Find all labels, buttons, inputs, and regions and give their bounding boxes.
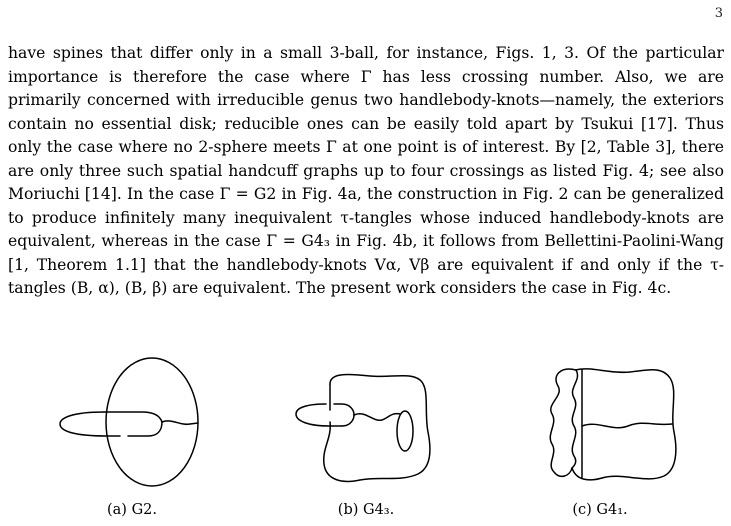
page-number: 3 [714,6,723,21]
body-paragraph: have spines that differ only in a small 3-ball, for instance, Figs. 1, 3. Of the particular importance is therefore the case where Γ has less crossing number. Also, we are primarily concerned with irreducible genus two handlebody-knots—namely, the exteriors contain no essential disk; reducible ones can be easily told apart by Tsukui [17]. Thus only the case where no 2-sphere meets Γ at one point is of interest. By [2, Table 3], there are only three such spatial handcuff graphs up to four crossings as listed Fig. 4; see also Moriuchi [14]. In the case Γ = G2 in Fig. 4a, the construction in Fig. 2 can be generalized to produce infinitely many inequivalent τ-tangles whose induced handlebody-knots are equivalent, whereas in the case Γ = G4₃ in Fig. 4b, it follows from Bellettini-Paolini-Wang [1, Theorem 1.1] that the handlebody-knots Vα, Vβ are equivalent if and only if the τ-tangles (B, α), (B, β) are equivalent. The present work considers the case in Fig. 4c. [8,44,724,297]
g43-diagram [290,352,450,497]
g41-middle-connector [582,423,672,427]
caption-g41: (c) G4₁. [572,502,628,518]
caption-g43: (b) G4₃. [337,502,395,518]
g2-connector [162,421,198,424]
g2-large-loop [106,358,198,486]
figure-row [0,352,731,526]
g43-left-loop-outer [296,404,342,426]
g2-small-loop-left [60,412,120,436]
figure-g43 [290,352,450,497]
g43-outer-loop [324,374,430,481]
g43-left-loop-top [334,404,354,415]
g2-diagram [52,352,212,497]
caption-g2: (a) G2. [107,502,157,518]
g2-small-loop-top [104,412,162,422]
figure-g2 [52,352,212,497]
g41-diagram [530,352,700,497]
g43-left-loop-close [342,415,354,426]
g41-left-twist-inner [572,370,578,468]
g43-right-loop [397,411,413,451]
figure-g41 [530,352,700,497]
g43-connector [354,414,400,421]
g2-small-loop-bottom [128,422,162,436]
